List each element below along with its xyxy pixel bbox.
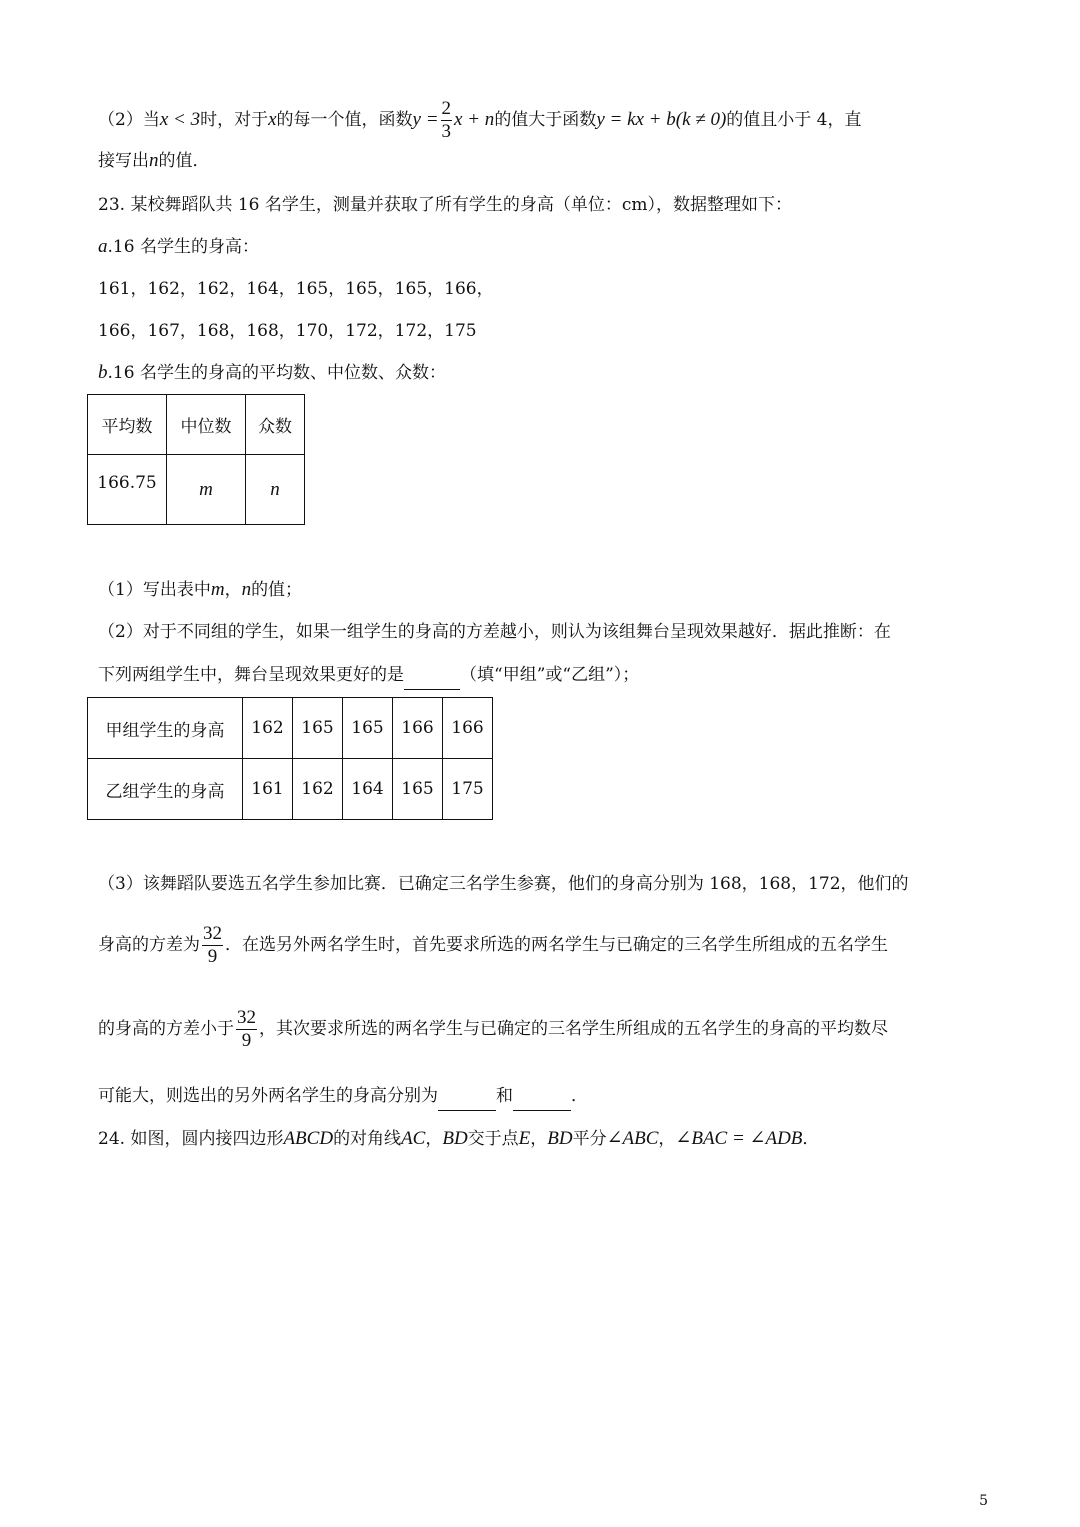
q23-a-label: a.16 名学生的身高： bbox=[98, 236, 259, 257]
fraction-two-thirds: $\frac{2}{3}$ bbox=[441, 98, 452, 142]
fraction-32-9: $\frac{32}{9}$ bbox=[203, 923, 222, 967]
q23-b-label: b.16 名学生的身高的平均数、中位数、众数： bbox=[98, 362, 446, 383]
q24-line1: 24. 如图，圆内接四边形ABCD的对角线AC，BD交于点E，BD平分∠ABC，∠BAC = ∠ADB． bbox=[98, 1128, 820, 1149]
q23-intro: 23. 某校舞蹈队共 16 名学生，测量并获取了所有学生的身高（单位：cm），数据整理如下： bbox=[98, 195, 793, 215]
q23-part2-line2: 下列两组学生中，舞台呈现效果更好的是 （填“甲组”或“乙组”）； bbox=[98, 663, 639, 690]
stats-header: 中位数 bbox=[167, 395, 246, 455]
stats-table bbox=[87, 394, 305, 525]
answer-blank bbox=[438, 1086, 496, 1111]
answer-blank bbox=[513, 1086, 571, 1111]
table-row: 甲组学生的身高 162 165 165 166 166 bbox=[88, 698, 493, 759]
q23-part3-line2: 身高的方差为 $\frac{32}{9}$ ．在选另外两名学生时，首先要求所选的两名学生与已确定的三名学生所组成的五名学生 bbox=[98, 923, 888, 967]
group-label: 乙组学生的身高 bbox=[88, 759, 243, 820]
q22-part2-line2: 接写出n的值． bbox=[98, 150, 210, 171]
groups-table bbox=[87, 697, 493, 820]
page-number: 5 bbox=[979, 1493, 988, 1509]
q23-part2-line1: （2）对于不同组的学生，如果一组学生的身高的方差越小，则认为该组舞台呈现效果越好．据此推断：在 bbox=[98, 622, 891, 642]
fraction-32-9: $\frac{32}{9}$ bbox=[237, 1007, 256, 1051]
func1-rhs: x + n bbox=[454, 109, 495, 130]
func1-lhs: y = bbox=[412, 109, 439, 130]
table-row: 乙组学生的身高 161 162 164 165 175 bbox=[88, 759, 493, 820]
stats-median: m bbox=[167, 455, 246, 525]
q23-part3-line1: （3）该舞蹈队要选五名学生参加比赛．已确定三名学生参赛，他们的身高分别为 168，168，172，他们的 bbox=[98, 874, 909, 894]
q22-part2-line1: （2）当x < 3时，对于x的每一个值，函数y = $\frac{2}{3}$ x + n的值大于函数y = kx + b(k ≠ 0)的值且小于 4，直 bbox=[98, 98, 862, 142]
var-n: n bbox=[149, 150, 159, 171]
condition-expr: x < 3 bbox=[159, 109, 201, 130]
q23-part3-line3: 的身高的方差小于 $\frac{32}{9}$ ，其次要求所选的两名学生与已确定的三名学生所组成的五名学生的身高的平均数尽 bbox=[98, 1007, 888, 1051]
stats-mean: 166.75 bbox=[88, 455, 167, 525]
group-label: 甲组学生的身高 bbox=[88, 698, 243, 759]
q23-part3-line4: 可能大，则选出的另外两名学生的身高分别为 和 ． bbox=[98, 1084, 588, 1111]
var-x: x bbox=[268, 109, 277, 130]
heights-line1: 161，162，162，164，165，165，165，166， bbox=[98, 279, 494, 299]
q23-part1: （1）写出表中m，n的值； bbox=[98, 579, 303, 600]
stats-mode: n bbox=[246, 455, 305, 525]
answer-blank bbox=[404, 665, 460, 690]
stats-header: 众数 bbox=[246, 395, 305, 455]
func2-expr: y = kx + b(k ≠ 0) bbox=[596, 109, 727, 130]
heights-line2: 166，167，168，168，170，172，172，175 bbox=[98, 321, 477, 341]
stats-header: 平均数 bbox=[88, 395, 167, 455]
